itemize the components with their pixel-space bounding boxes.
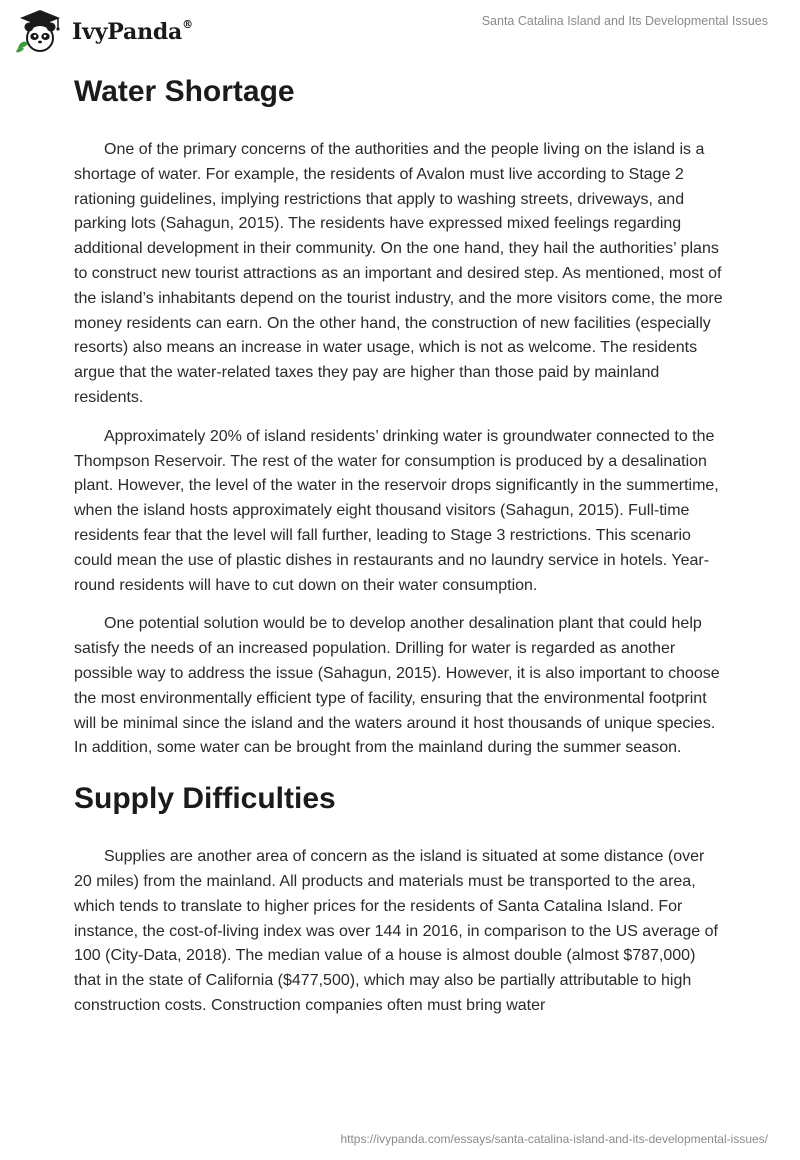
paragraph: Approximately 20% of island residents’ drinking water is groundwater connected to the Thompson Reservoir. The rest of the water for consumption is produced by a desalination plant. However, the level of the water in the reservoir drops significantly in the summertime, when the island hosts approximately eight thousand visitors (Sahagun, 2015). Full-time residents fear that the level will fall further, leading to Stage 3 restrictions. This scenario could mean the use of plastic dishes in restaurants and no laundry service in hotels. Year-round residents will have to cut down on their water consumption. [74, 427, 719, 594]
logo-text [72, 19, 193, 45]
registered-mark: ® [182, 17, 193, 31]
logo-wordmark: IvyPanda [72, 19, 183, 45]
paragraph: One of the primary concerns of the authorities and the people living on the island is a shortage of water. For example, the residents of Avalon must live according to Stage 2 rationing guidelines, implying restrictions that apply to washing streets, driveways, and parking lots (Sahagun, 2015). The residents have expressed mixed feelings regarding additional development in their community. On the one hand, they hail the authorities’ plans to construct new tourist attractions as an important and desired step. As mentioned, most of the island’s inhabitants depend on the tourist industry, and the more visitors come, the more money residents can earn. On the other hand, the construction of new facilities (especially resorts) also means an increase in water usage, which is not as welcome. The residents argue that the water-related taxes they pay are higher than those paid by mainland residents. [74, 141, 723, 406]
section-supply-difficulties [74, 780, 726, 1019]
page-header [0, 0, 800, 70]
paragraph: One potential solution would be to develop another desalination plant that could help satisfy the needs of an increased population. Drilling for water is regarded as another possible way to address the issue (Sahagun, 2015). However, it is also important to choose the most environmentally efficient type of facility, ensuring that the environmental footprint will be minimal since the island and the waters around it host thousands of unique species. In addition, some water can be brought from the mainland during the summer season. [74, 615, 720, 757]
section-heading: Supply Difficulties [74, 782, 336, 816]
article-body [74, 72, 726, 1019]
section-heading: Water Shortage [74, 75, 295, 108]
paragraph: Supplies are another area of concern as the island is situated at some distance (over 20 miles) from the mainland. All products and materials must be transported to the area, which tends to translate to higher prices for the residents of Santa Catalina Island. For instance, the cost-of-living index was over 144 in 2016, in comparison to the US average of 100 (City-Data, 2018). The median value of a house is almost double (almost $787,000) that in the state of California ($477,500), which may also be partially attributable to high construction costs. Construction companies often must bring water [74, 848, 718, 1014]
panda-graduate-icon [14, 8, 66, 54]
document-title: Santa Catalina Island and Its Developmental Issues [481, 14, 768, 28]
section-water-shortage [74, 73, 726, 761]
ivypanda-logo[interactable] [14, 8, 193, 54]
source-url[interactable]: https://ivypanda.com/essays/santa-catalina-island-and-its-developmental-issues/ [340, 1132, 768, 1146]
